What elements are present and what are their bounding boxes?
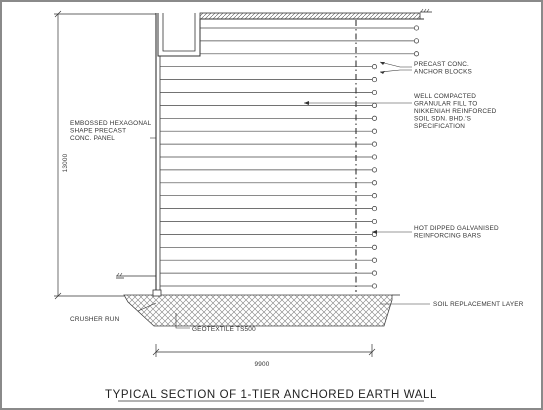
anchor-block	[414, 39, 418, 43]
top-coping	[158, 13, 424, 56]
anchor-block	[372, 245, 376, 249]
drawing-title: TYPICAL SECTION OF 1-TIER ANCHORED EARTH WALL	[104, 389, 438, 401]
label-precast-panel: EMBOSSED HEXAGONAL SHAPE PRECAST CONC. PANEL	[70, 120, 152, 142]
anchor-block	[372, 181, 376, 185]
label-crusher-run: CRUSHER RUN	[70, 316, 120, 323]
anchor-block	[372, 129, 376, 133]
height-dimension-text: 13000	[62, 153, 69, 173]
anchor-block	[372, 77, 376, 81]
soil-replacement-layer	[124, 295, 392, 326]
precast-facing-panel	[153, 13, 161, 296]
anchor-block	[414, 26, 418, 30]
anchor-block	[372, 271, 376, 275]
anchor-block	[372, 90, 376, 94]
anchor-block	[372, 116, 376, 120]
width-dimension	[153, 344, 375, 357]
reinforcing-bars	[160, 26, 419, 288]
leader-lines	[138, 62, 430, 328]
anchor-block	[372, 219, 376, 223]
anchor-block	[372, 206, 376, 210]
width-dimension-text: 9900	[254, 361, 270, 368]
label-soil-replacement: SOIL REPLACEMENT LAYER	[433, 301, 524, 308]
anchor-block	[372, 103, 376, 107]
anchor-block	[372, 155, 376, 159]
anchor-block	[372, 168, 376, 172]
label-geotextile: GEOTEXTILE TS500	[192, 326, 256, 333]
height-dimension	[54, 11, 156, 299]
anchor-block	[414, 52, 418, 56]
anchor-block	[372, 142, 376, 146]
anchor-block	[372, 65, 376, 69]
label-precast-anchor-blocks: PRECAST CONC. ANCHOR BLOCKS	[414, 61, 472, 76]
label-granular-fill: WELL COMPACTED GRANULAR FILL TO NIKKENIAH REINFORCED SOIL SDN. BHD.'S SPECIFICATION	[414, 93, 497, 130]
ground-line	[116, 9, 432, 295]
anchor-block	[372, 284, 376, 288]
label-reinforcing-bars: HOT DIPPED GALVANISED REINFORCING BARS	[414, 225, 499, 240]
anchor-block	[372, 194, 376, 198]
anchor-block	[372, 258, 376, 262]
